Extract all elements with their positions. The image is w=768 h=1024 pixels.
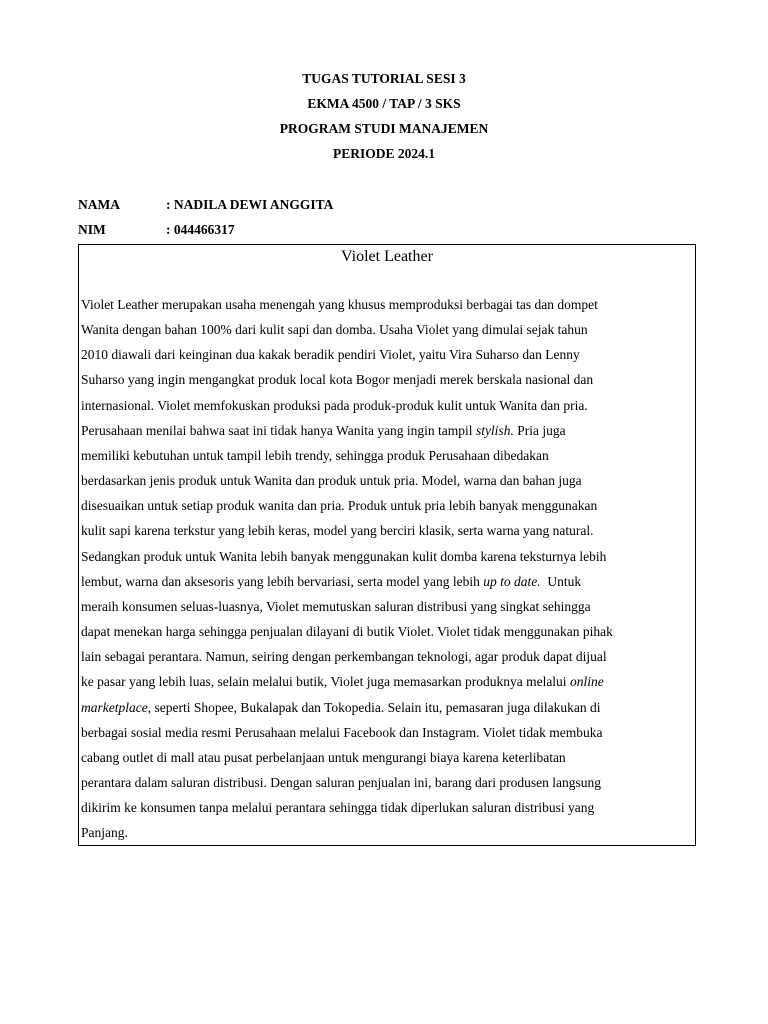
case-line: marketplace, seperti Shopee, Bukalapak dan Tokopedia. Selain itu, pemasaran juga dilakukan di xyxy=(81,699,601,715)
case-line: cabang outlet di mall atau pusat perbelanjaan untuk mengurangi biaya karena keterlibatan xyxy=(81,749,566,765)
nim-value: : 044466317 xyxy=(166,222,235,237)
name-row xyxy=(78,192,333,217)
case-line: berbagai sosial media resmi Perusahaan melalui Facebook dan Instagram. Violet tidak membuka xyxy=(81,724,603,740)
italic-term: marketplace, xyxy=(81,699,152,715)
case-line: Perusahaan menilai bahwa saat ini tidak hanya Wanita yang ingin tampil stylish. Pria juga xyxy=(81,422,566,438)
case-line: disesuaikan untuk setiap produk wanita dan pria. Produk untuk pria lebih banyak menggunakan xyxy=(81,498,598,514)
case-line: perantara dalam saluran distribusi. Dengan saluran penjualan ini, barang dari produsen langsung xyxy=(81,774,601,790)
case-title: Violet Leather xyxy=(341,248,433,265)
header-line-course-code: EKMA 4500 / TAP / 3 SKS xyxy=(307,96,461,111)
italic-term: stylish. xyxy=(475,422,514,438)
header-line-course-session: TUGAS TUTORIAL SESI 3 xyxy=(302,71,466,86)
case-line: lembut, warna dan aksesoris yang lebih bervariasi, serta model yang lebih up to date. Untuk xyxy=(81,573,582,589)
nim-row xyxy=(78,217,333,242)
case-study-box xyxy=(78,244,696,846)
case-line: Panjang. xyxy=(81,825,128,841)
case-line: kulit sapi karena terkstur yang lebih keras, model yang berciri klasik, serta warna yang natural. xyxy=(81,523,594,539)
case-line: Violet Leather merupakan usaha menengah yang khusus memproduksi berbagai tas dan dompet xyxy=(81,297,598,312)
student-identity xyxy=(78,192,333,242)
name-value: : NADILA DEWI ANGGITA xyxy=(166,197,334,212)
case-line: ke pasar yang lebih luas, selain melalui butik, Violet juga memasarkan produknya melalui online xyxy=(81,674,604,690)
document-header xyxy=(0,66,768,166)
case-line: Wanita dengan bahan 100% dari kulit sapi dan domba. Usaha Violet yang dimulai sejak tahun xyxy=(81,322,588,338)
case-line: memiliki kebutuhan untuk tampil lebih trendy, sehingga produk Perusahaan dibedakan xyxy=(81,447,549,463)
case-line: meraih konsumen seluas-luasnya, Violet memutuskan saluran distribusi yang singkat sehingga xyxy=(81,598,591,614)
italic-term: online xyxy=(569,674,604,690)
italic-term: up to date. xyxy=(483,573,541,589)
nim-label: NIM xyxy=(78,222,106,237)
case-line: dapat menekan harga sehingga penjualan dilayani di butik Violet. Violet tidak menggunakan pihak xyxy=(81,624,613,640)
header-line-study-program: PROGRAM STUDI MANAJEMEN xyxy=(279,121,489,136)
name-label: NAMA xyxy=(78,197,120,212)
case-line: Suharso yang ingin mengangkat produk local kota Bogor menjadi merek berskala nasional dan xyxy=(81,372,594,388)
case-line: internasional. Violet memfokuskan produksi pada produk-produk kulit untuk Wanita dan pria. xyxy=(81,397,588,413)
case-line: lain sebagai perantara. Namun, seiring dengan perkembangan teknologi, agar produk dapat dijual xyxy=(81,649,607,665)
case-line: Sedangkan produk untuk Wanita lebih banyak menggunakan kulit domba karena teksturnya lebih xyxy=(81,548,607,564)
header-line-period: PERIODE 2024.1 xyxy=(332,146,435,161)
case-line: berdasarkan jenis produk untuk Wanita dan produk untuk pria. Model, warna dan bahan juga xyxy=(81,473,582,489)
case-line: dikirim ke konsumen tanpa melalui perantara sehingga tidak diperlukan saluran distribusi yang xyxy=(81,800,595,816)
case-body xyxy=(81,292,693,845)
case-line: 2010 diawali dari keinginan dua kakak beradik pendiri Violet, yaitu Vira Suharso dan Lenny xyxy=(81,347,580,363)
